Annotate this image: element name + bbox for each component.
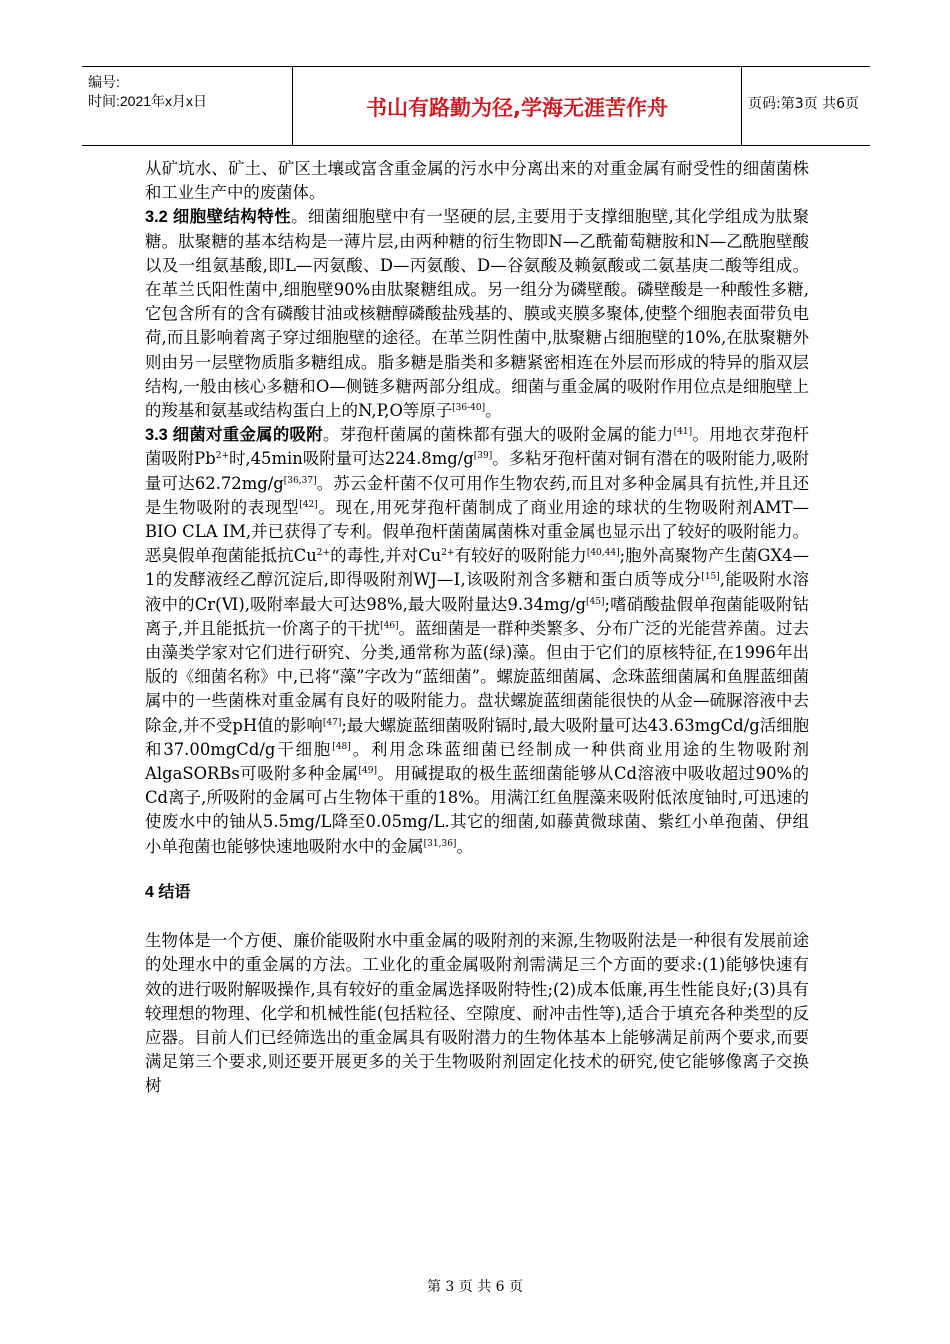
header-motto: 书山有路勤为径,学海无涯苦作舟 xyxy=(366,96,668,120)
citation: [46] xyxy=(380,620,399,631)
header-page-number: 页码:第3页 共6页 xyxy=(748,96,859,112)
paragraph-intro-text: 从矿坑水、矿土、矿区土壤或富含重金属的污水中分离出来的对重金属有耐受性的细菌菌株和工业生产中的废菌体。 xyxy=(145,159,809,203)
citation: [31,36] xyxy=(423,838,457,849)
body-text: 的毒性,并对Cu xyxy=(330,546,442,566)
body-text: 。芽孢杆菌属的菌株都有强大的吸附金属的能力 xyxy=(322,425,674,445)
section-3-3 xyxy=(145,423,809,859)
superscript-charge: 2+ xyxy=(215,451,229,462)
header-time: 时间:2021年x月x日 xyxy=(88,93,208,109)
body-text: 。现在,用死芽孢杆菌制成了商业用途的球状的生物吸附剂AMT—BIO CLA IM,并已获得了专利。假单孢杆菌菌属菌株对重金属也显示出了较好的吸附能力。恶臭假单孢菌能抵抗Cu xyxy=(145,497,810,566)
section-3-2 xyxy=(145,205,809,423)
section-3-2-end: 。 xyxy=(485,401,502,421)
body-text: 有较好的吸附能力 xyxy=(454,546,587,566)
header-bottom-rule xyxy=(82,145,870,146)
body-text: 。多粘牙孢杆菌对铜有潜在的吸附能力,吸附量可达62.72mg/g xyxy=(145,449,809,493)
header-number: 编号: xyxy=(88,74,120,90)
body-text: 。 xyxy=(456,836,473,856)
body-text: ,能吸附水溶液中的Cr(Ⅵ),吸附率最大可达98%,最大吸附量达9.34mg/g xyxy=(145,570,809,614)
citation: [39] xyxy=(473,451,493,462)
body-text: ;胞外高聚物产生菌GX4—1的发酵液经乙醇沉淀后,即得吸附剂WJ—Ⅰ,该吸附剂含多糖和蛋白质等成分 xyxy=(145,546,809,590)
citation: [45] xyxy=(586,596,605,607)
document-body xyxy=(145,157,809,1099)
body-text: 。用地衣芽孢杆菌吸附Pb xyxy=(145,425,810,469)
citation: [36-40] xyxy=(452,403,486,414)
paragraph-intro xyxy=(145,157,809,205)
body-text: 。苏云金杆菌不仅可用作生物农药,而且对多种金属具有抗性,并且还是生物吸附的表现型 xyxy=(145,473,809,517)
citation: [40,44] xyxy=(586,548,620,559)
superscript-charge: 2+ xyxy=(316,548,331,559)
section-3-3-heading: 3.3 细菌对重金属的吸附 xyxy=(145,426,323,445)
body-text: 。利用念珠蓝细菌已经制成一种供商业用途的生物吸附剂AlgaSORBs可吸附多种金属 xyxy=(145,739,809,784)
body-text: 。用碱提取的极生蓝细菌能够从Cd溶液中吸收超过90%的Cd离子,所吸附的金属可占生物体干重的18%。用满江红鱼腥藻来吸附低浓度铀时,可迅速的使废水中的铀从5.5mg/L降至0.05mg/L.其它的细菌,如藤黄微球菌、紫红小单孢菌、伊组小单孢菌也能够快速地吸附水中的金属 xyxy=(145,764,810,856)
header-motto-cell xyxy=(293,66,742,145)
page-footer: 第 3 页 共 6 页 xyxy=(426,1279,524,1295)
superscript-charge: 2+ xyxy=(441,548,455,559)
header-page-cell xyxy=(742,66,870,145)
body-text: 时,45min吸附量可达224.8mg/g xyxy=(229,449,474,469)
citation: [42] xyxy=(299,499,318,510)
section-3-2-text: 。细菌细胞壁中有一坚硬的层,主要用于支撑细胞壁,其化学组成为肽聚糖。肽聚糖的基本结构是一薄片层,由两种糖的衍生物即N—乙酰葡萄糖胺和N—乙酰胞壁酸以及一组氨基酸,即L—丙氨酸、D—丙氨酸、D—谷氨酸及赖氨酸或二氨基庚二酸等组成。在革兰氏阳性菌中,细胞壁90%由肽聚糖组成。另一组分为磷壁酸。磷壁酸是一种酸性多糖,它包含所有的含有磷酸甘油或核糖醇磷酸盐残基的、膜或夹膜多聚体,使整个细胞表面带负电荷,而且影响着离子穿过细胞壁的途径。在革兰阴性菌中,肽聚糖占细胞壁的10%,在肽聚糖外则由另一层壁物质脂多糖组成。脂多糖是脂类和多糖紧密相连在外层而形成的特异的脂双层结构,一般由核心多糖和O—侧链多糖两部分组成。细菌与重金属的吸附作用位点是细胞壁上的羧基和氨基或结构蛋白上的N,P,O等原子 xyxy=(145,207,810,421)
body-text: 。蓝细菌是一群种类繁多、分布广泛的光能营养菌。过去由藻类学家对它们进行研究、分类,通常称为蓝(绿)藻。但由于它们的原核特征,在1996年出版的《细菌名称》中,已将“藻”字改为“蓝细菌”。螺旋蓝细菌属、念珠蓝细菌属和鱼腥蓝细菌属中的一些菌株对重金属有良好的吸附能力。盘状螺旋蓝细菌能很快的从金—硫脲溶液中去除金,并不受pH值的影响 xyxy=(145,618,809,735)
body-text: ;最大螺旋蓝细菌吸附镉时,最大吸附量可达43.63mgCd/g活细胞和37.00mgCd/g干细胞 xyxy=(145,715,809,759)
body-text: ;嗜硝酸盐假单孢菌能吸附钴离子,并且能抵抗一价离子的干扰 xyxy=(145,594,809,638)
citation: [49] xyxy=(358,766,378,777)
citation: [47] xyxy=(322,717,342,728)
citation: [15] xyxy=(701,572,720,583)
header-meta xyxy=(82,66,293,145)
page-header xyxy=(82,66,870,146)
section-3-2-heading: 3.2 细胞壁结构特性 xyxy=(145,208,292,227)
citation: [41] xyxy=(673,427,693,438)
citation: [36,37] xyxy=(283,475,317,486)
section-4-heading: 4 结语 xyxy=(145,883,191,901)
section-4-paragraph: 生物体是一个方便、廉价能吸附水中重金属的吸附剂的来源,生物吸附法是一种很有发展前途的处理水中的重金属的方法。工业化的重金属吸附剂需满足三个方面的要求:(1)能够快速有效的进行吸附解吸操作,具有较好的重金属选择吸附特性;(2)成本低廉,再生性能良好;(3)具有较理想的物理、化学和机械性能(包括粒径、空隙度、耐冲击性等),适合于填充各种类型的反应器。目前人们已经筛选出的重金属具有吸附潜力的生物体基本上能够满足前两个要求,而要满足第三个要求,则还要开展更多的关于生物吸附剂固定化技术的研究,使它能够像离子交换树 xyxy=(145,931,809,1096)
citation: [48] xyxy=(332,741,351,752)
